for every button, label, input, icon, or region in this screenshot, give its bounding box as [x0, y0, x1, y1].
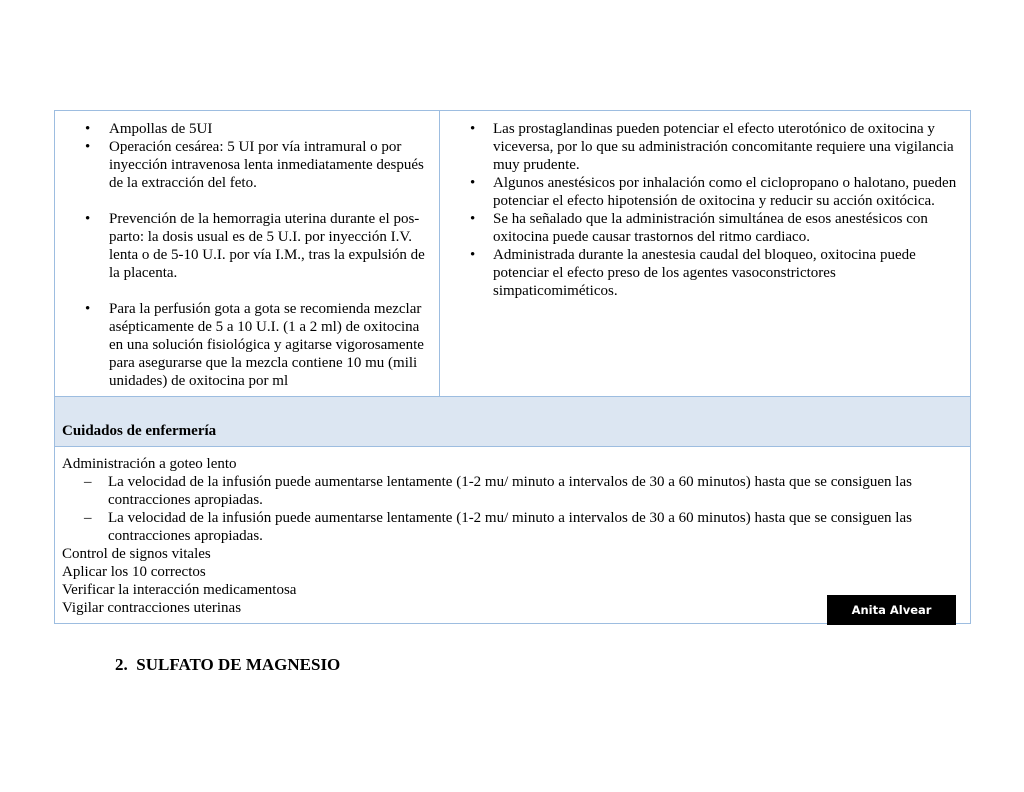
care-text [62, 455, 952, 617]
list-item: • Ampollas de 5UI [85, 121, 213, 137]
care-content-row [55, 447, 970, 623]
dosage-interactions-row [55, 111, 970, 397]
section-title: SULFATO DE MAGNESIO [136, 655, 341, 674]
bullet-icon: • [470, 121, 476, 137]
medication-table [54, 110, 971, 624]
section-number: 2. [115, 655, 128, 674]
interactions-list [470, 120, 960, 300]
author-badge: Anita Alvear [827, 595, 956, 625]
care-line: Control de signos vitales [62, 546, 211, 562]
list-item: – La velocidad de la infusión puede aumentarse lentamente (1-2 mu/ minuto a intervalos de 30 a 60 minutos) hasta que se consiguen las contracciones apropiadas. [84, 474, 912, 508]
list-item: • Se ha señalado que la administración simultánea de esos anestésicos con oxitocina puede causar trastornos del ritmo cardiaco. [470, 211, 928, 245]
bullet-icon: • [470, 247, 476, 263]
list-item: • Administrada durante la anestesia caudal del bloqueo, oxitocina puede potenciar el efecto preso de los agentes vasoconstrictores simpaticomiméticos. [470, 247, 916, 299]
dash-icon: – [84, 474, 92, 490]
list-item: • Para la perfusión gota a gota se recomienda mezclar asépticamente de 5 a 10 U.I. (1 a 2 ml) de oxitocina en una solución fisiológica y agitarse vigorosamente para asegurarse que la mezcla contiene 10 mu (mili unidades) de oxitocina por ml [85, 301, 424, 389]
bullet-icon: • [85, 211, 91, 227]
bullet-icon: • [470, 175, 476, 191]
list-item: • Prevención de la hemorragia uterina durante el pos-parto: la dosis usual es de 5 U.I. por inyección I.V. lenta o de 5-10 U.I. por vía I.M., tras la expulsión de la placenta. [85, 211, 425, 281]
dash-icon: – [84, 510, 92, 526]
bullet-icon: • [85, 121, 91, 137]
interactions-column [440, 111, 970, 396]
care-line: Verificar la interacción medicamentosa [62, 582, 297, 598]
care-line: Vigilar contracciones uterinas [62, 600, 242, 616]
care-heading: Cuidados de enfermería [62, 423, 217, 439]
list-item: – La velocidad de la infusión puede aumentarse lentamente (1-2 mu/ minuto a intervalos de 30 a 60 minutos) hasta que se consiguen las contracciones apropiadas. [84, 510, 912, 544]
list-item: • Operación cesárea: 5 UI por vía intramural o por inyección intravenosa lenta inmediatamente después de la extracción del feto. [85, 139, 424, 191]
bullet-icon: • [85, 139, 91, 155]
list-item: • Las prostaglandinas pueden potenciar el efecto uterotónico de oxitocina y viceversa, por lo que su administración concomitante requiere una vigilancia muy prudente. [470, 121, 954, 173]
bullet-icon: • [85, 301, 91, 317]
list-item: • Algunos anestésicos por inhalación como el ciclopropano o halotano, pueden potenciar el efecto hipotensión de oxitocina y reducir su acción oxitócica. [470, 175, 957, 209]
section-heading [115, 655, 340, 675]
care-line: Aplicar los 10 correctos [62, 564, 206, 580]
dosage-column [55, 111, 440, 396]
care-header-row [55, 397, 970, 447]
bullet-icon: • [470, 211, 476, 227]
care-intro: Administración a goteo lento [62, 456, 237, 472]
dosage-list [85, 120, 435, 390]
